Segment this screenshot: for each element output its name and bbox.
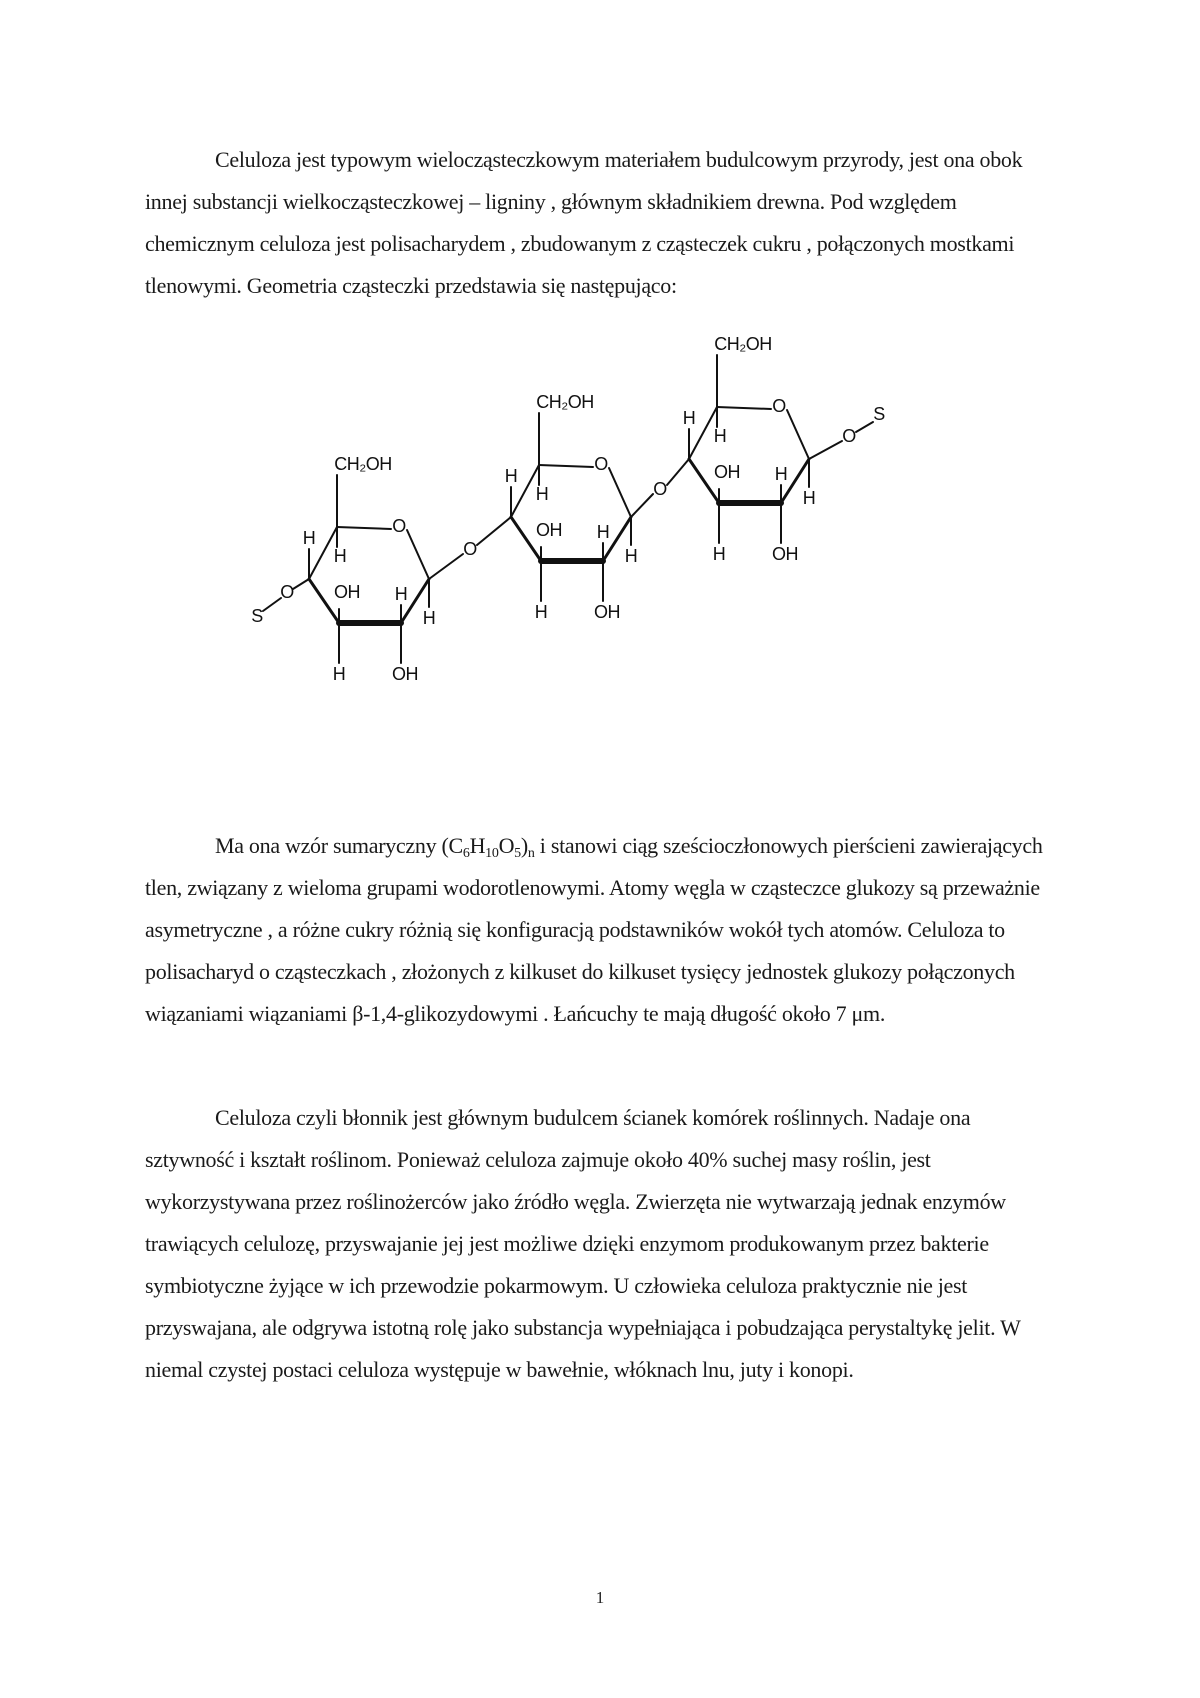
hydrogen-label: H <box>682 407 696 428</box>
cellulose-structure-diagram <box>251 333 1015 755</box>
formula-o: O <box>498 833 515 858</box>
hydrogen-label: H <box>302 527 316 548</box>
glycosidic-bond <box>856 422 873 432</box>
glucose-ring-3 <box>683 334 816 564</box>
ch2oh-label: CH₂OH <box>536 391 594 412</box>
ring-bond <box>337 527 391 529</box>
formula-n-sub: n <box>527 846 535 861</box>
hydroxyl-label: OH <box>536 519 562 540</box>
hydrogen-label: H <box>596 521 610 542</box>
glycosidic-bond <box>293 579 309 589</box>
ring-bond <box>717 407 771 409</box>
chain-break-label: S <box>251 605 263 626</box>
hydrogen-label: H <box>624 545 638 566</box>
glycosidic-oxygen-label: O <box>842 425 856 446</box>
formula-close: ) <box>520 833 528 858</box>
ring-bond <box>787 410 809 459</box>
formula-o-sub: 5 <box>514 846 521 861</box>
glucose-ring-1 <box>303 454 436 684</box>
glycosidic-oxygen-label: O <box>463 538 477 559</box>
formula-c-sub: 6 <box>462 846 470 861</box>
ring-bond <box>609 468 631 517</box>
paragraph-formula-lead: Ma ona wzór sumaryczny <box>215 833 442 858</box>
ring-bond <box>407 530 429 579</box>
ring-oxygen-label: O <box>392 515 406 536</box>
hydrogen-label: H <box>332 663 346 684</box>
hydroxyl-label: OH <box>772 543 798 564</box>
glucose-ring-2 <box>505 392 638 622</box>
ring-bond <box>539 465 593 467</box>
ch2oh-label: CH₂OH <box>334 453 392 474</box>
hydroxyl-label: OH <box>334 581 360 602</box>
ring-oxygen-label: O <box>772 395 786 416</box>
formula-open: (C <box>441 833 463 858</box>
glycosidic-bond <box>631 494 653 517</box>
paragraph-formula-rest: i stanowi ciąg sześcioczłonowych pierścieni zawierających tlen, związany z wieloma grupami wodorotlenowymi. Atomy węgla w cząsteczce glukozy są przeważnie asymetryczne , a różne cukry różnią się konfiguracją podstawników wokół tych atomów. Celuloza to polisacharyd o cząsteczkach , złożonych z kilkuset do kilkuset tysięcy jednostek glukozy połączonych wiązaniami wiązaniami β-1,4-glikozydowymi . Łańcuchy te mają długość około 7 μm. <box>145 833 1043 1026</box>
formula-h-sub: 10 <box>485 846 499 861</box>
hydrogen-label: H <box>394 583 408 604</box>
page-number: 1 <box>595 1588 605 1607</box>
ring-oxygen-label: O <box>594 453 608 474</box>
hydroxyl-label: OH <box>714 461 740 482</box>
paragraph-formula <box>145 825 1063 1035</box>
hydrogen-label: H <box>774 463 788 484</box>
hydrogen-label: H <box>712 543 726 564</box>
formula-h: H <box>469 833 486 858</box>
glycosidic-bond <box>429 554 463 579</box>
ch2oh-label: CH₂OH <box>714 333 772 354</box>
hydrogen-label: H <box>504 465 518 486</box>
molecular-formula <box>441 833 535 861</box>
glycosidic-oxygen-label: O <box>280 581 294 602</box>
hydrogen-label: H <box>802 487 816 508</box>
glycosidic-oxygen-label: O <box>653 478 667 499</box>
chain-break-label: S <box>873 403 885 424</box>
hydrogen-label: H <box>534 601 548 622</box>
hydrogen-label: H <box>333 545 347 566</box>
glycosidic-bond <box>263 598 281 611</box>
hydroxyl-label: OH <box>392 663 418 684</box>
glycosidic-bond <box>477 517 511 545</box>
glycosidic-bond <box>667 459 689 485</box>
hydroxyl-label: OH <box>594 601 620 622</box>
hydrogen-label: H <box>535 483 549 504</box>
hydrogen-label: H <box>422 607 436 628</box>
paragraph-intro: Celuloza jest typowym wielocząsteczkowym materiałem budulcowym przyrody, jest ona obok innej substancji wielkocząsteczkowej – ligniny , głównym składnikiem drewna. Pod względem chemicznym celuloza jest polisacharydem , zbudowanym z cząsteczek cukru , połączonych mostkami tlenowymi. Geometria cząsteczki przedstawia się następująco: <box>145 147 1023 298</box>
hydrogen-label: H <box>713 425 727 446</box>
glycosidic-bond <box>809 441 842 459</box>
paragraph-fiber: Celuloza czyli błonnik jest głównym budulcem ścianek komórek roślinnych. Nadaje ona sztywność i kształt roślinom. Ponieważ celuloza zajmuje około 40% suchej masy roślin, jest wykorzystywana przez roślinożerców jako źródło węgla. Zwierzęta nie wytwarzają jednak enzymów trawiących celulozę, przyswajanie jej jest możliwe dzięki enzymom produkowanym przez bakterie symbiotyczne żyjące w ich przewodzie pokarmowym. U człowieka celuloza praktycznie nie jest przyswajana, ale odgrywa istotną rolę jako substancja wypełniająca i pobudzająca perystaltykę jelit. W niemal czystej postaci celuloza występuje w bawełnie, włóknach lnu, juty i konopi. <box>145 1105 1021 1382</box>
